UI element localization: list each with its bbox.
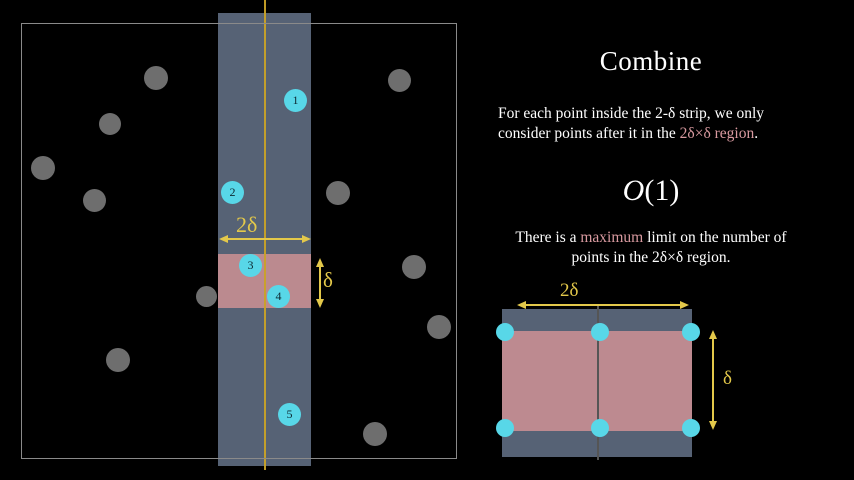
point-mini (591, 419, 609, 437)
paragraph1-part2: . (754, 125, 759, 142)
point-numbered: 1 (284, 89, 307, 112)
point-mini (496, 323, 514, 341)
paragraph2-part1: There is a (515, 229, 581, 246)
point-mini (496, 419, 514, 437)
point-numbered: 2 (221, 181, 244, 204)
point-numbered: 3 (239, 254, 262, 277)
point-numbered: 4 (267, 285, 290, 308)
explanation-paragraph-2 (498, 228, 804, 268)
arrow-vertical-delta-mini (706, 330, 720, 430)
page-title: Combine (599, 46, 703, 76)
point-gray (99, 113, 121, 135)
point-gray (427, 315, 451, 339)
point-numbered: 5 (278, 403, 301, 426)
paragraph1-highlight: 2δ×δ region (679, 125, 755, 142)
big-o-symbol: O (622, 174, 645, 207)
arrow-vertical-delta-left (313, 258, 327, 308)
point-mini (682, 323, 700, 341)
explanation-paragraph-1 (498, 104, 804, 144)
paragraph2-highlight: maximum (580, 229, 644, 246)
arrow-horizontal-2delta-mini (517, 299, 689, 311)
paragraph1-part1: For each point inside the 2-δ strip, we only consider points after it in the (498, 105, 765, 142)
point-mini (591, 323, 609, 341)
label-2delta-left: 2δ (236, 212, 258, 237)
point-gray (83, 189, 106, 212)
label-2delta-mini: 2δ (560, 280, 579, 301)
point-gray (363, 422, 387, 446)
big-o-argument: (1) (644, 174, 680, 207)
point-gray (388, 69, 411, 92)
arrow-horizontal-2delta-left (219, 233, 311, 245)
point-gray (144, 66, 168, 90)
point-gray (106, 348, 130, 372)
point-gray (31, 156, 55, 180)
paragraph2-part2: limit on the number of points in the 2δ×δ region. (571, 229, 787, 266)
point-gray (402, 255, 426, 279)
point-mini (682, 419, 700, 437)
point-gray (196, 286, 217, 307)
point-gray (326, 181, 350, 205)
label-delta-left: δ (323, 268, 333, 292)
big-o-expression (498, 174, 804, 208)
label-delta-mini: δ (723, 368, 732, 389)
